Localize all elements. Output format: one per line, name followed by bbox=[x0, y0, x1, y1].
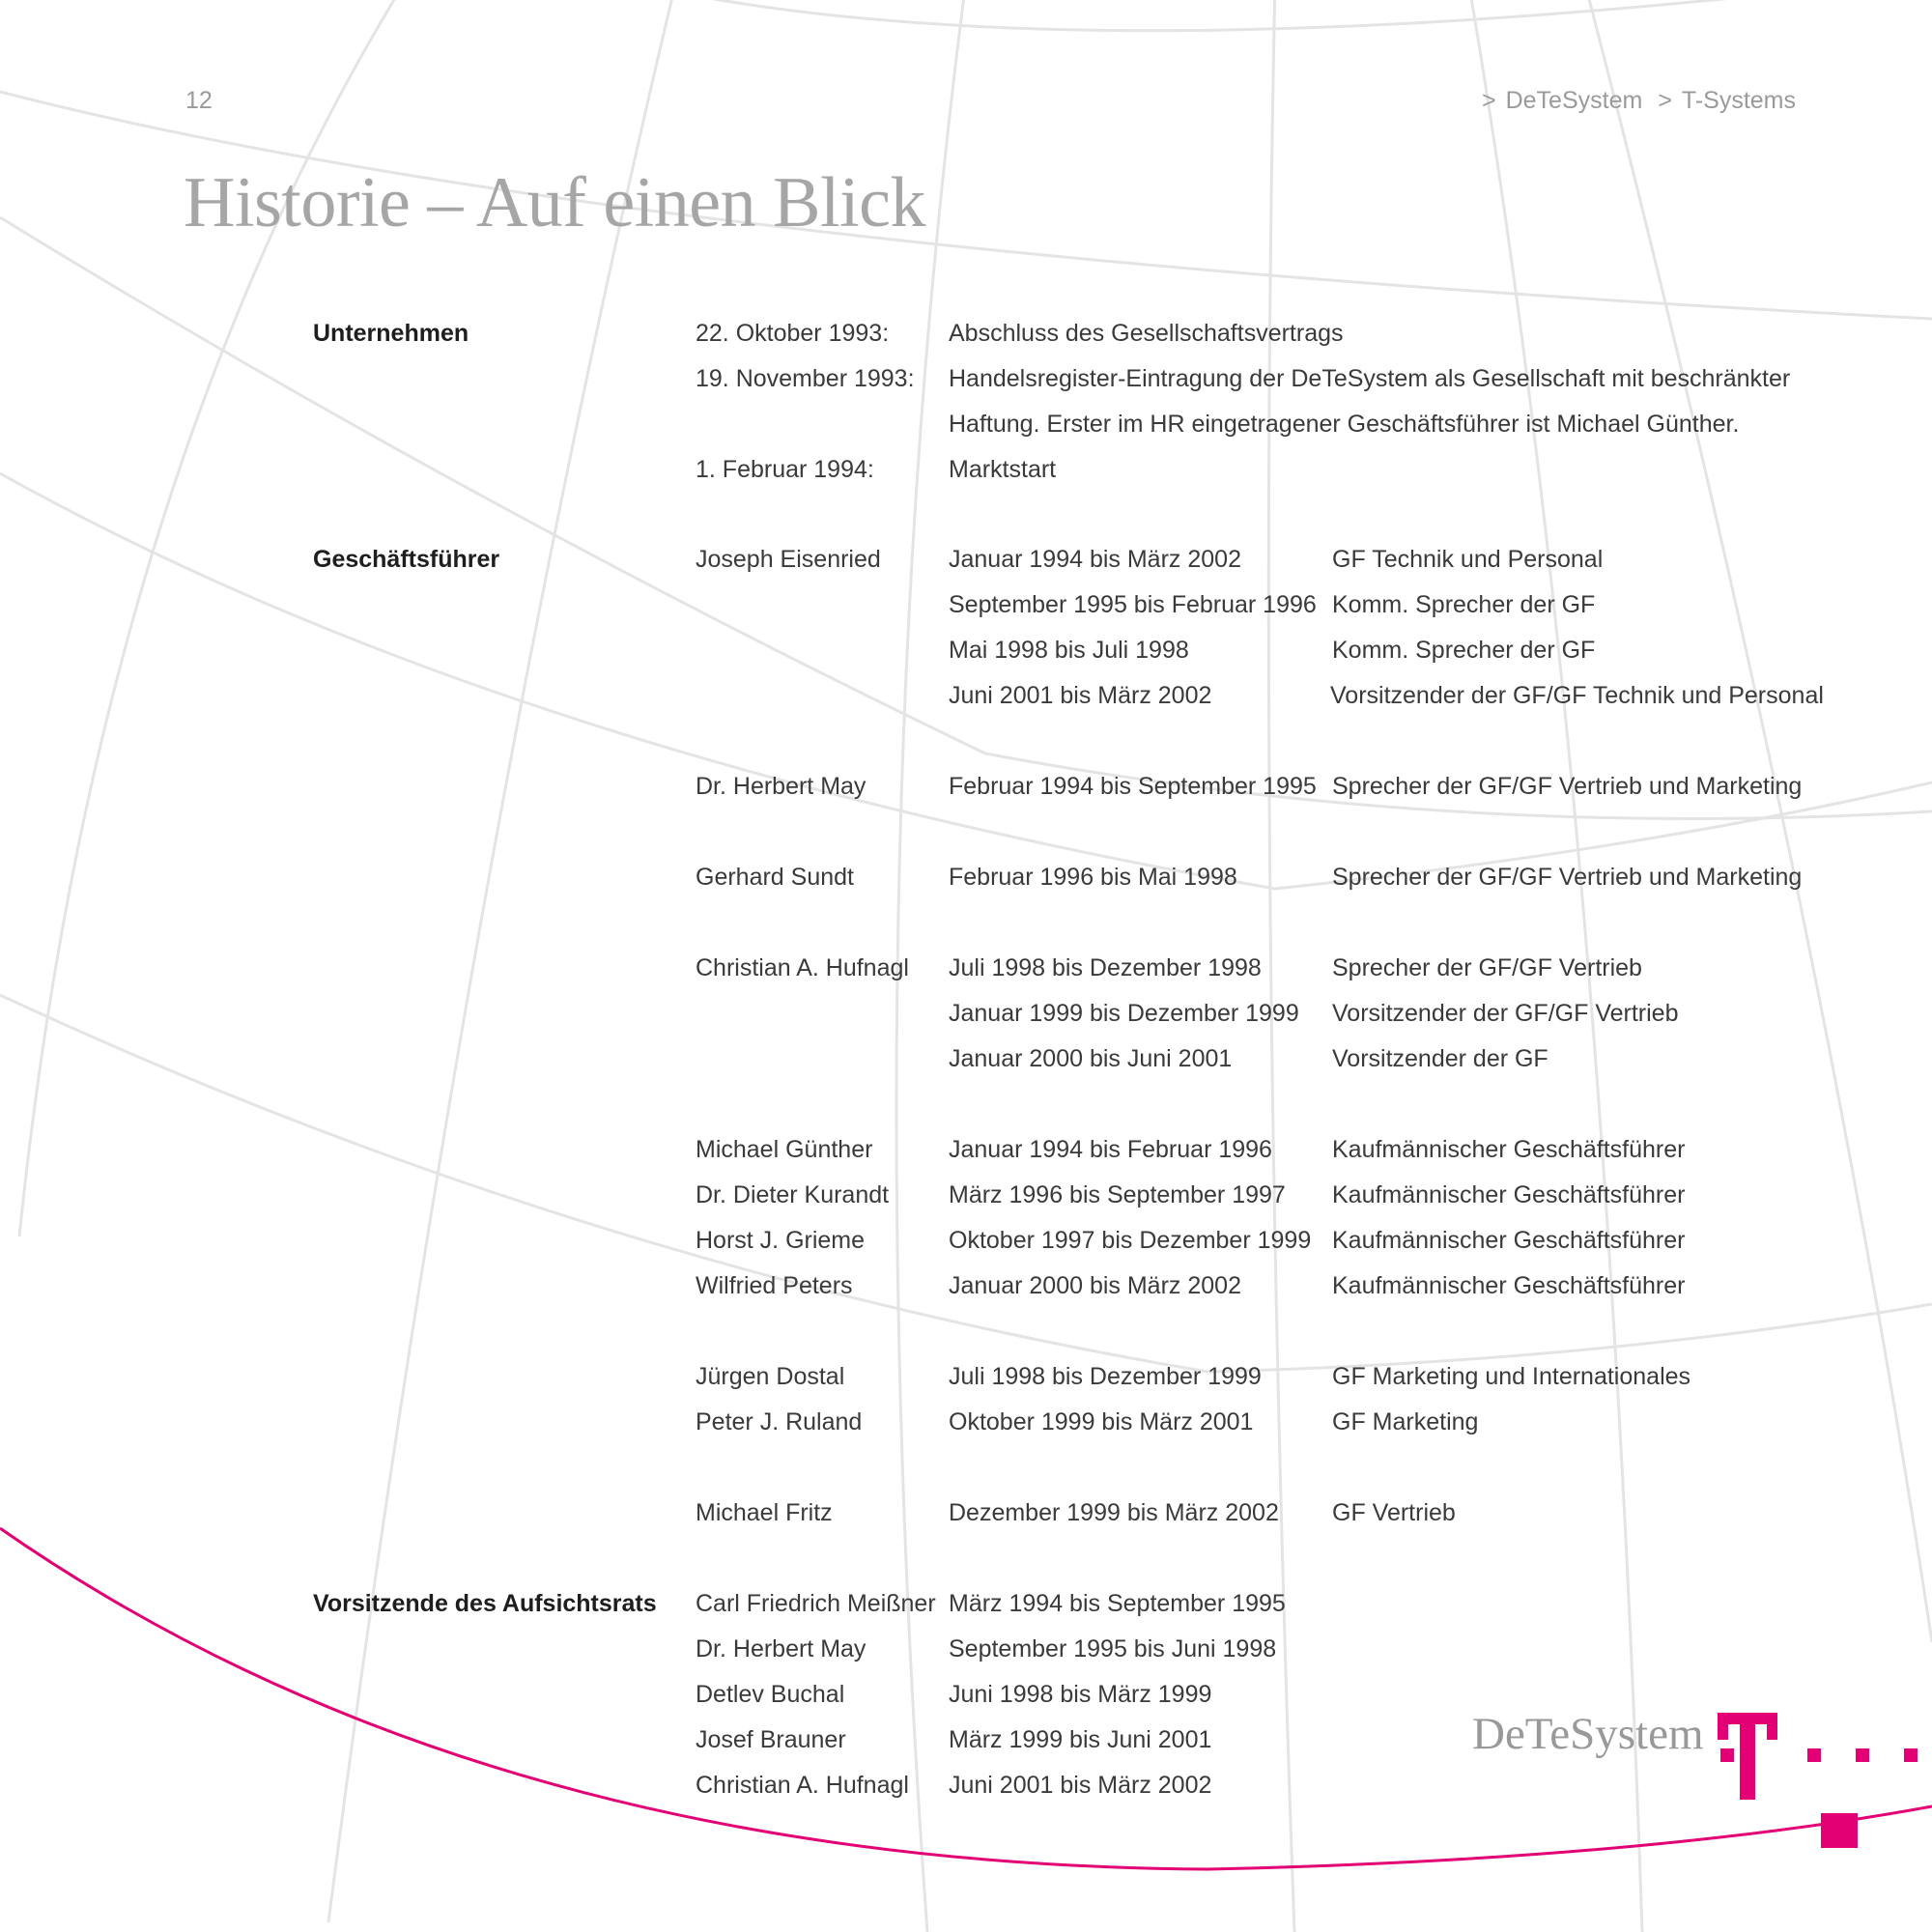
tenure-period: Februar 1994 bis September 1995 bbox=[949, 773, 1317, 800]
telekom-t-logo-icon bbox=[1718, 1713, 1930, 1848]
tenure-period: Januar 1994 bis Februar 1996 bbox=[949, 1136, 1272, 1163]
tenure-period: Oktober 1997 bis Dezember 1999 bbox=[949, 1227, 1312, 1254]
role-title: GF Technik und Personal bbox=[1332, 546, 1604, 573]
person-name: Joseph Eisenried bbox=[696, 546, 881, 573]
role-title: Sprecher der GF/GF Vertrieb und Marketing bbox=[1332, 864, 1803, 891]
breadcrumb-item-detesystem[interactable]: DeTeSystem bbox=[1505, 87, 1643, 114]
event-text: Abschluss des Gesellschaftsvertrags bbox=[949, 320, 1344, 347]
person-name: Dr. Herbert May bbox=[696, 773, 867, 800]
tenure-period: Januar 1994 bis März 2002 bbox=[949, 546, 1241, 573]
role-title: Kaufmännischer Geschäftsführer bbox=[1332, 1227, 1686, 1254]
person-name: Detlev Buchal bbox=[696, 1681, 845, 1708]
tenure-period: Juni 2001 bis März 2002 bbox=[949, 682, 1212, 709]
person-name: Peter J. Ruland bbox=[696, 1408, 863, 1435]
tenure-period: September 1995 bis Februar 1996 bbox=[949, 591, 1317, 618]
event-date: 1. Februar 1994: bbox=[696, 456, 874, 483]
tenure-period: Juni 1998 bis März 1999 bbox=[949, 1681, 1212, 1708]
person-name: Josef Brauner bbox=[696, 1726, 846, 1753]
person-name: Dr. Dieter Kurandt bbox=[696, 1181, 890, 1208]
role-title: Komm. Sprecher der GF bbox=[1332, 591, 1596, 618]
role-title: Vorsitzender der GF/GF Vertrieb bbox=[1332, 1000, 1679, 1027]
tenure-period: Februar 1996 bis Mai 1998 bbox=[949, 864, 1237, 891]
role-title: Vorsitzender der GF bbox=[1332, 1045, 1548, 1072]
breadcrumb-item-t-systems[interactable]: T-Systems bbox=[1681, 87, 1796, 114]
tenure-period: Januar 2000 bis Juni 2001 bbox=[949, 1045, 1233, 1072]
tenure-period: Januar 1999 bis Dezember 1999 bbox=[949, 1000, 1299, 1027]
event-date: 19. November 1993: bbox=[696, 365, 915, 392]
tenure-period: März 1996 bis September 1997 bbox=[949, 1181, 1286, 1208]
tenure-period: Oktober 1999 bis März 2001 bbox=[949, 1408, 1254, 1435]
tenure-period: September 1995 bis Juni 1998 bbox=[949, 1635, 1277, 1662]
event-text-continued: Haftung. Erster im HR eingetragener Geschäftsführer ist Michael Günther. bbox=[949, 411, 1740, 438]
event-text: Handelsregister-Eintragung der DeTeSystem als Gesellschaft mit beschränkter bbox=[949, 365, 1791, 392]
tenure-period: März 1999 bis Juni 2001 bbox=[949, 1726, 1212, 1753]
role-title: Kaufmännischer Geschäftsführer bbox=[1332, 1272, 1686, 1299]
breadcrumb-separator: > bbox=[1481, 87, 1496, 114]
role-title: Komm. Sprecher der GF bbox=[1332, 637, 1596, 664]
page-title: Historie – Auf einen Blick bbox=[184, 163, 925, 242]
tenure-period: Juni 2001 bis März 2002 bbox=[949, 1772, 1212, 1799]
tenure-period: Dezember 1999 bis März 2002 bbox=[949, 1499, 1279, 1526]
role-title: GF Marketing und Internationales bbox=[1332, 1363, 1691, 1390]
breadcrumb-separator: > bbox=[1658, 87, 1672, 114]
role-title: GF Vertrieb bbox=[1332, 1499, 1456, 1526]
role-title: GF Marketing bbox=[1332, 1408, 1479, 1435]
page-number: 12 bbox=[185, 87, 213, 114]
event-date: 22. Oktober 1993: bbox=[696, 320, 890, 347]
person-name: Jürgen Dostal bbox=[696, 1363, 845, 1390]
person-name: Michael Fritz bbox=[696, 1499, 833, 1526]
role-title: Kaufmännischer Geschäftsführer bbox=[1332, 1181, 1686, 1208]
person-name: Dr. Herbert May bbox=[696, 1635, 867, 1662]
section-label-geschaeftsfuehrer: Geschäftsführer bbox=[313, 546, 500, 573]
role-title: Kaufmännischer Geschäftsführer bbox=[1332, 1136, 1686, 1163]
tenure-period: Juli 1998 bis Dezember 1999 bbox=[949, 1363, 1262, 1390]
event-text: Marktstart bbox=[949, 456, 1057, 483]
person-name: Christian A. Hufnagl bbox=[696, 954, 909, 981]
role-title: Vorsitzender der GF/GF Technik und Personal bbox=[1330, 682, 1824, 709]
tenure-period: März 1994 bis September 1995 bbox=[949, 1590, 1286, 1617]
role-title: Sprecher der GF/GF Vertrieb bbox=[1332, 954, 1642, 981]
section-label-unternehmen: Unternehmen bbox=[313, 320, 469, 347]
person-name: Wilfried Peters bbox=[696, 1272, 853, 1299]
person-name: Carl Friedrich Meißner bbox=[696, 1590, 936, 1617]
brand-wordmark: DeTeSystem bbox=[1472, 1709, 1704, 1759]
person-name: Gerhard Sundt bbox=[696, 864, 854, 891]
section-label-aufsichtsrat: Vorsitzende des Aufsichtsrats bbox=[313, 1590, 657, 1617]
person-name: Christian A. Hufnagl bbox=[696, 1772, 909, 1799]
tenure-period: Mai 1998 bis Juli 1998 bbox=[949, 637, 1189, 664]
tenure-period: Juli 1998 bis Dezember 1998 bbox=[949, 954, 1262, 981]
tenure-period: Januar 2000 bis März 2002 bbox=[949, 1272, 1241, 1299]
person-name: Michael Günther bbox=[696, 1136, 873, 1163]
person-name: Horst J. Grieme bbox=[696, 1227, 866, 1254]
role-title: Sprecher der GF/GF Vertrieb und Marketing bbox=[1332, 773, 1803, 800]
